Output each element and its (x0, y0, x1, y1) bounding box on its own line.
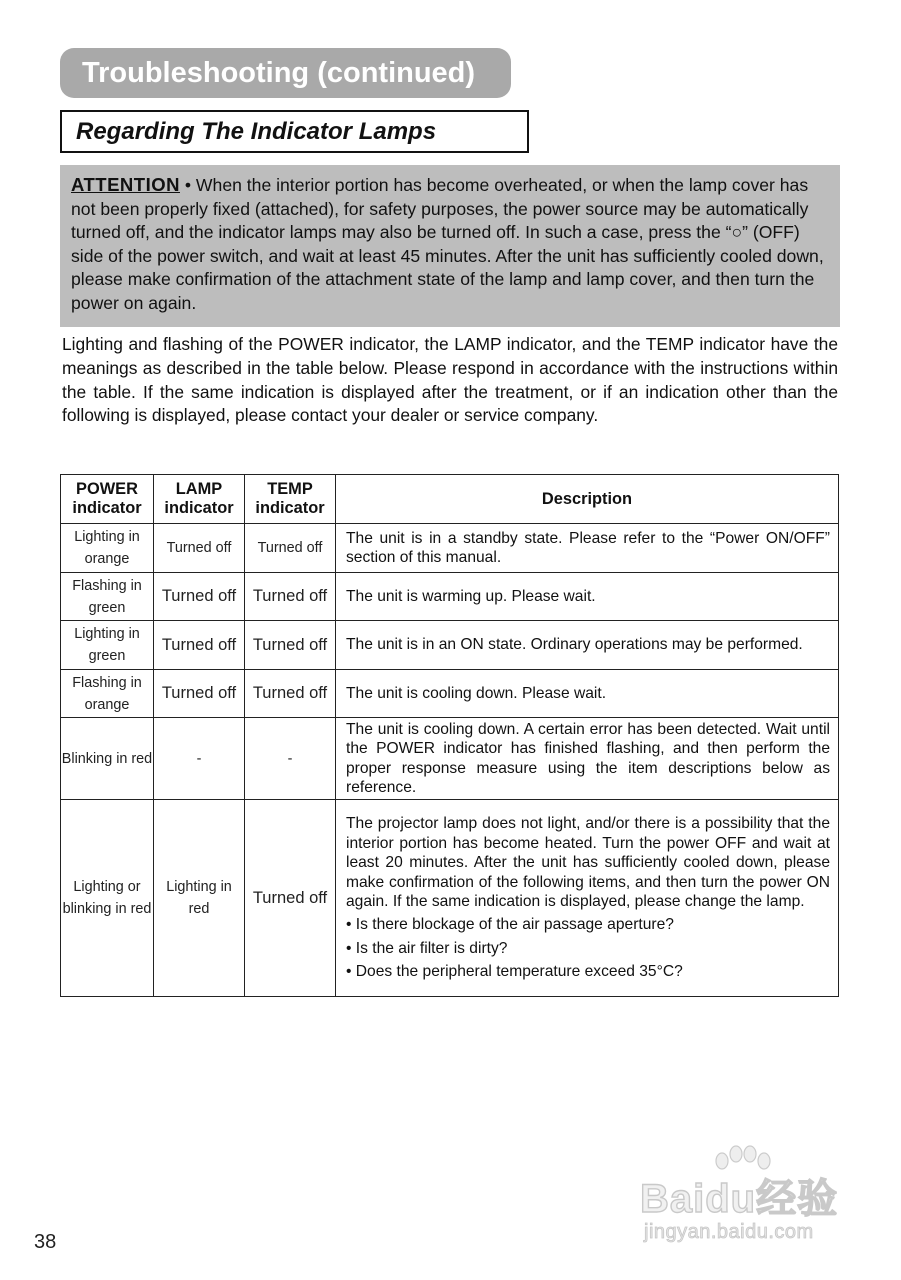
cell-power: Lighting or blinking in red (61, 800, 154, 997)
description-text: The unit is warming up. Please wait. (346, 587, 596, 605)
cell-power: Flashing in green (61, 573, 154, 621)
cell-lamp: Turned off (154, 573, 245, 621)
table-row (61, 621, 839, 670)
intro-paragraph: Lighting and flashing of the POWER indicator, the LAMP indicator, and the TEMP indicator have the meanings as described in the table below. Please respond in accordance with the instructions within the table. If the same indication is displayed after the treatment, or if an indication other than the following is displayed, please contact your dealer or service company. (62, 334, 838, 426)
description-text: The unit is in an ON state. Ordinary operations may be performed. (346, 636, 803, 654)
watermark-url: jingyan.baidu.com (644, 1221, 814, 1243)
cell-power: Lighting in green (61, 621, 154, 670)
header-power: POWER indicator (61, 475, 154, 524)
cell-temp: Turned off (245, 573, 336, 621)
cell-temp: Turned off (245, 621, 336, 670)
cell-power: Flashing in orange (61, 670, 154, 718)
check-item: • Does the peripheral temperature exceed 35°C? (346, 963, 683, 980)
description-text: The unit is cooling down. Please wait. (346, 684, 607, 702)
attention-text: • When the interior portion has become overheated, or when the lamp cover has not been properly fixed (attached), for safety purposes, the power source may be automatically turned off, and the indicator lamps may also be turned off. In such a case, press the “○” (OFF) side of the power switch, and wait at least 45 minutes. After the unit has sufficiently cooled down, please make confirmation of the attachment state of the lamp and lamp cover, and then turn the power on again. (71, 175, 824, 313)
check-item: • Is the air filter is dirty? (346, 939, 508, 957)
cell-description (336, 670, 839, 718)
table-row (61, 670, 839, 718)
table-row (61, 800, 839, 997)
cell-temp: Turned off (245, 800, 336, 997)
attention-box (60, 165, 840, 327)
watermark-logo: Baidu经验 (640, 1177, 839, 1221)
cell-temp: Turned off (245, 670, 336, 718)
table-row (61, 718, 839, 800)
section-title: Regarding The Indicator Lamps (60, 110, 529, 153)
table-header-row (61, 475, 839, 524)
description-text: The unit is in a standby state. Please refer to the “Power ON/OFF” section of this manual. (346, 529, 830, 566)
table-row (61, 573, 839, 621)
cell-lamp: Lighting in red (154, 800, 245, 997)
cell-lamp: Turned off (154, 621, 245, 670)
header-description: Description (336, 475, 839, 524)
cell-lamp: Turned off (154, 670, 245, 718)
cell-description (336, 718, 839, 800)
header-temp: TEMP indicator (245, 475, 336, 524)
description-text: The projector lamp does not light, and/or there is a possibility that the interior portion has become heated. Turn the power OFF and wait at least 20 minutes. After the unit has sufficiently cooled down, please make confirmation of the following items, and then turn the power ON again. If the same indication is displayed, please change the lamp. (346, 815, 830, 910)
cell-description (336, 524, 839, 573)
cell-description (336, 800, 839, 997)
page-header-tab: Troubleshooting (continued) (60, 48, 511, 98)
baidu-watermark (640, 1145, 855, 1250)
cell-lamp: - (154, 718, 245, 800)
cell-temp: - (245, 718, 336, 800)
cell-temp: Turned off (245, 524, 336, 573)
header-lamp: LAMP indicator (154, 475, 245, 524)
table-row (61, 524, 839, 573)
description-text: The unit is cooling down. A certain error has been detected. Wait until the POWER indicator has finished flashing, and then perform the proper response measure using the item descriptions below as reference. (346, 720, 830, 796)
indicator-table (60, 474, 839, 997)
cell-power: Blinking in red (61, 718, 154, 800)
cell-description (336, 621, 839, 670)
attention-label: ATTENTION (71, 174, 180, 195)
cell-power: Lighting in orange (61, 524, 154, 573)
cell-description (336, 573, 839, 621)
cell-lamp: Turned off (154, 524, 245, 573)
check-item: • Is there blockage of the air passage aperture? (346, 916, 674, 933)
page-number: 38 (34, 1231, 57, 1253)
